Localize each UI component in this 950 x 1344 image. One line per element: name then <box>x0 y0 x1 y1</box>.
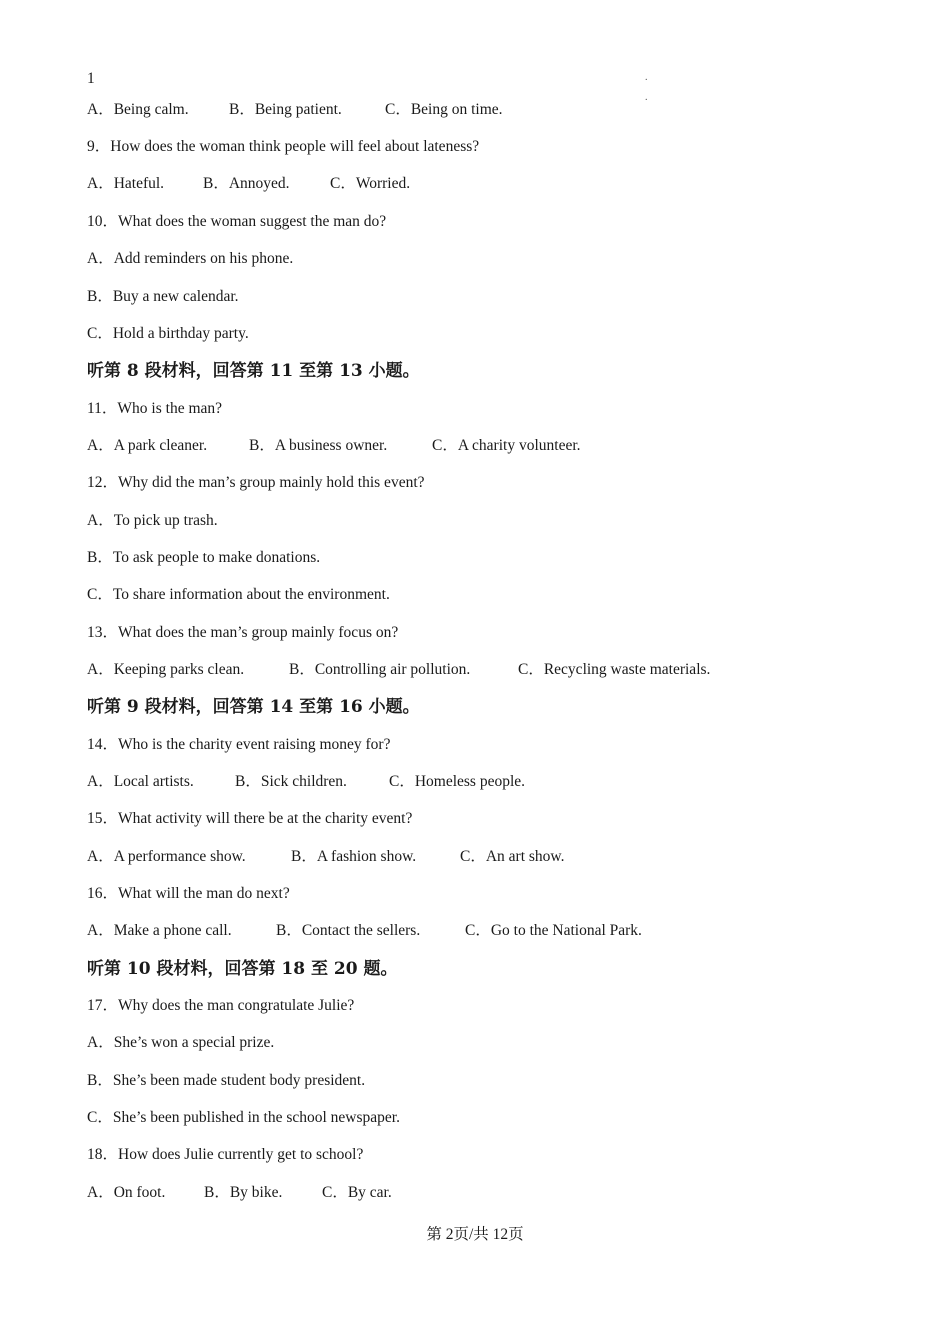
q18-stem: 18．How does Julie currently get to school? <box>87 1146 364 1163</box>
section-10-heading: 听第 10 段材料，回答第 18 至 20 题。 <box>87 959 398 979</box>
q15-option-b: B．A fashion show. <box>291 848 417 865</box>
q17-option-b: B．She’s been made student body president. <box>87 1072 366 1089</box>
q15-option-a: A．A performance show. <box>87 848 246 865</box>
q17-option-a: A．She’s won a special prize. <box>87 1034 275 1051</box>
q12-stem: 12．Why did the man’s group mainly hold this event? <box>87 474 425 491</box>
q14-option-c: C．Homeless people. <box>389 773 526 790</box>
q9-stem: 9．How does the woman think people will feel about lateness? <box>87 138 480 155</box>
q11-option-c: C．A charity volunteer. <box>432 437 581 454</box>
q14-option-b: B．Sick children. <box>235 773 347 790</box>
q10-option-c: C．Hold a birthday party. <box>87 325 249 342</box>
q10-option-b: B．Buy a new calendar. <box>87 288 239 305</box>
q8-option-c: C．Being on time. <box>385 101 503 118</box>
q15-options <box>87 847 564 867</box>
page-footer: 第 2页/共 12页 <box>426 1226 524 1243</box>
q13-stem: 13．What does the man’s group mainly focus on? <box>87 624 399 641</box>
q18-options <box>87 1183 392 1203</box>
q12-option-b: B．To ask people to make donations. <box>87 549 321 566</box>
q9-option-b: B．Annoyed. <box>203 175 290 192</box>
page-marker: 1 <box>87 70 95 87</box>
q18-option-a: A．On foot. <box>87 1184 166 1201</box>
q11-options <box>87 436 581 456</box>
q14-options <box>87 772 525 792</box>
q13-option-c: C．Recycling waste materials. <box>518 661 711 678</box>
q15-option-c: C．An art show. <box>460 848 565 865</box>
mark-dot: . <box>645 72 648 83</box>
q11-option-b: B．A business owner. <box>249 437 388 454</box>
q17-option-c: C．She’s been published in the school newspaper. <box>87 1109 400 1126</box>
q10-option-a: A．Add reminders on his phone. <box>87 250 294 267</box>
q9-options <box>87 174 410 194</box>
q8-options <box>87 100 503 120</box>
q18-option-c: C．By car. <box>322 1184 392 1201</box>
q12-option-c: C．To share information about the environment. <box>87 586 390 603</box>
q9-option-c: C．Worried. <box>330 175 411 192</box>
q13-option-a: A．Keeping parks clean. <box>87 661 245 678</box>
q15-stem: 15．What activity will there be at the charity event? <box>87 810 413 827</box>
q14-option-a: A．Local artists. <box>87 773 194 790</box>
section-9-heading: 听第 9 段材料，回答第 14 至第 16 小题。 <box>87 697 420 717</box>
q8-option-b: B．Being patient. <box>229 101 342 118</box>
q18-option-b: B．By bike. <box>204 1184 283 1201</box>
q12-option-a: A．To pick up trash. <box>87 512 218 529</box>
q17-stem: 17．Why does the man congratulate Julie? <box>87 997 355 1014</box>
q11-stem: 11．Who is the man? <box>87 400 223 417</box>
q13-options <box>87 660 710 680</box>
q9-option-a: A．Hateful. <box>87 175 165 192</box>
mark-dot: . <box>645 92 648 103</box>
q10-stem: 10．What does the woman suggest the man do? <box>87 213 387 230</box>
section-8-heading: 听第 8 段材料，回答第 11 至第 13 小题。 <box>87 361 420 381</box>
q16-options <box>87 921 642 941</box>
q8-option-a: A．Being calm. <box>87 101 189 118</box>
q16-option-b: B．Contact the sellers. <box>276 922 421 939</box>
q16-stem: 16．What will the man do next? <box>87 885 290 902</box>
q14-stem: 14．Who is the charity event raising money for? <box>87 736 391 753</box>
q11-option-a: A．A park cleaner. <box>87 437 208 454</box>
q16-option-a: A．Make a phone call. <box>87 922 232 939</box>
q13-option-b: B．Controlling air pollution. <box>289 661 471 678</box>
q16-option-c: C．Go to the National Park. <box>465 922 642 939</box>
